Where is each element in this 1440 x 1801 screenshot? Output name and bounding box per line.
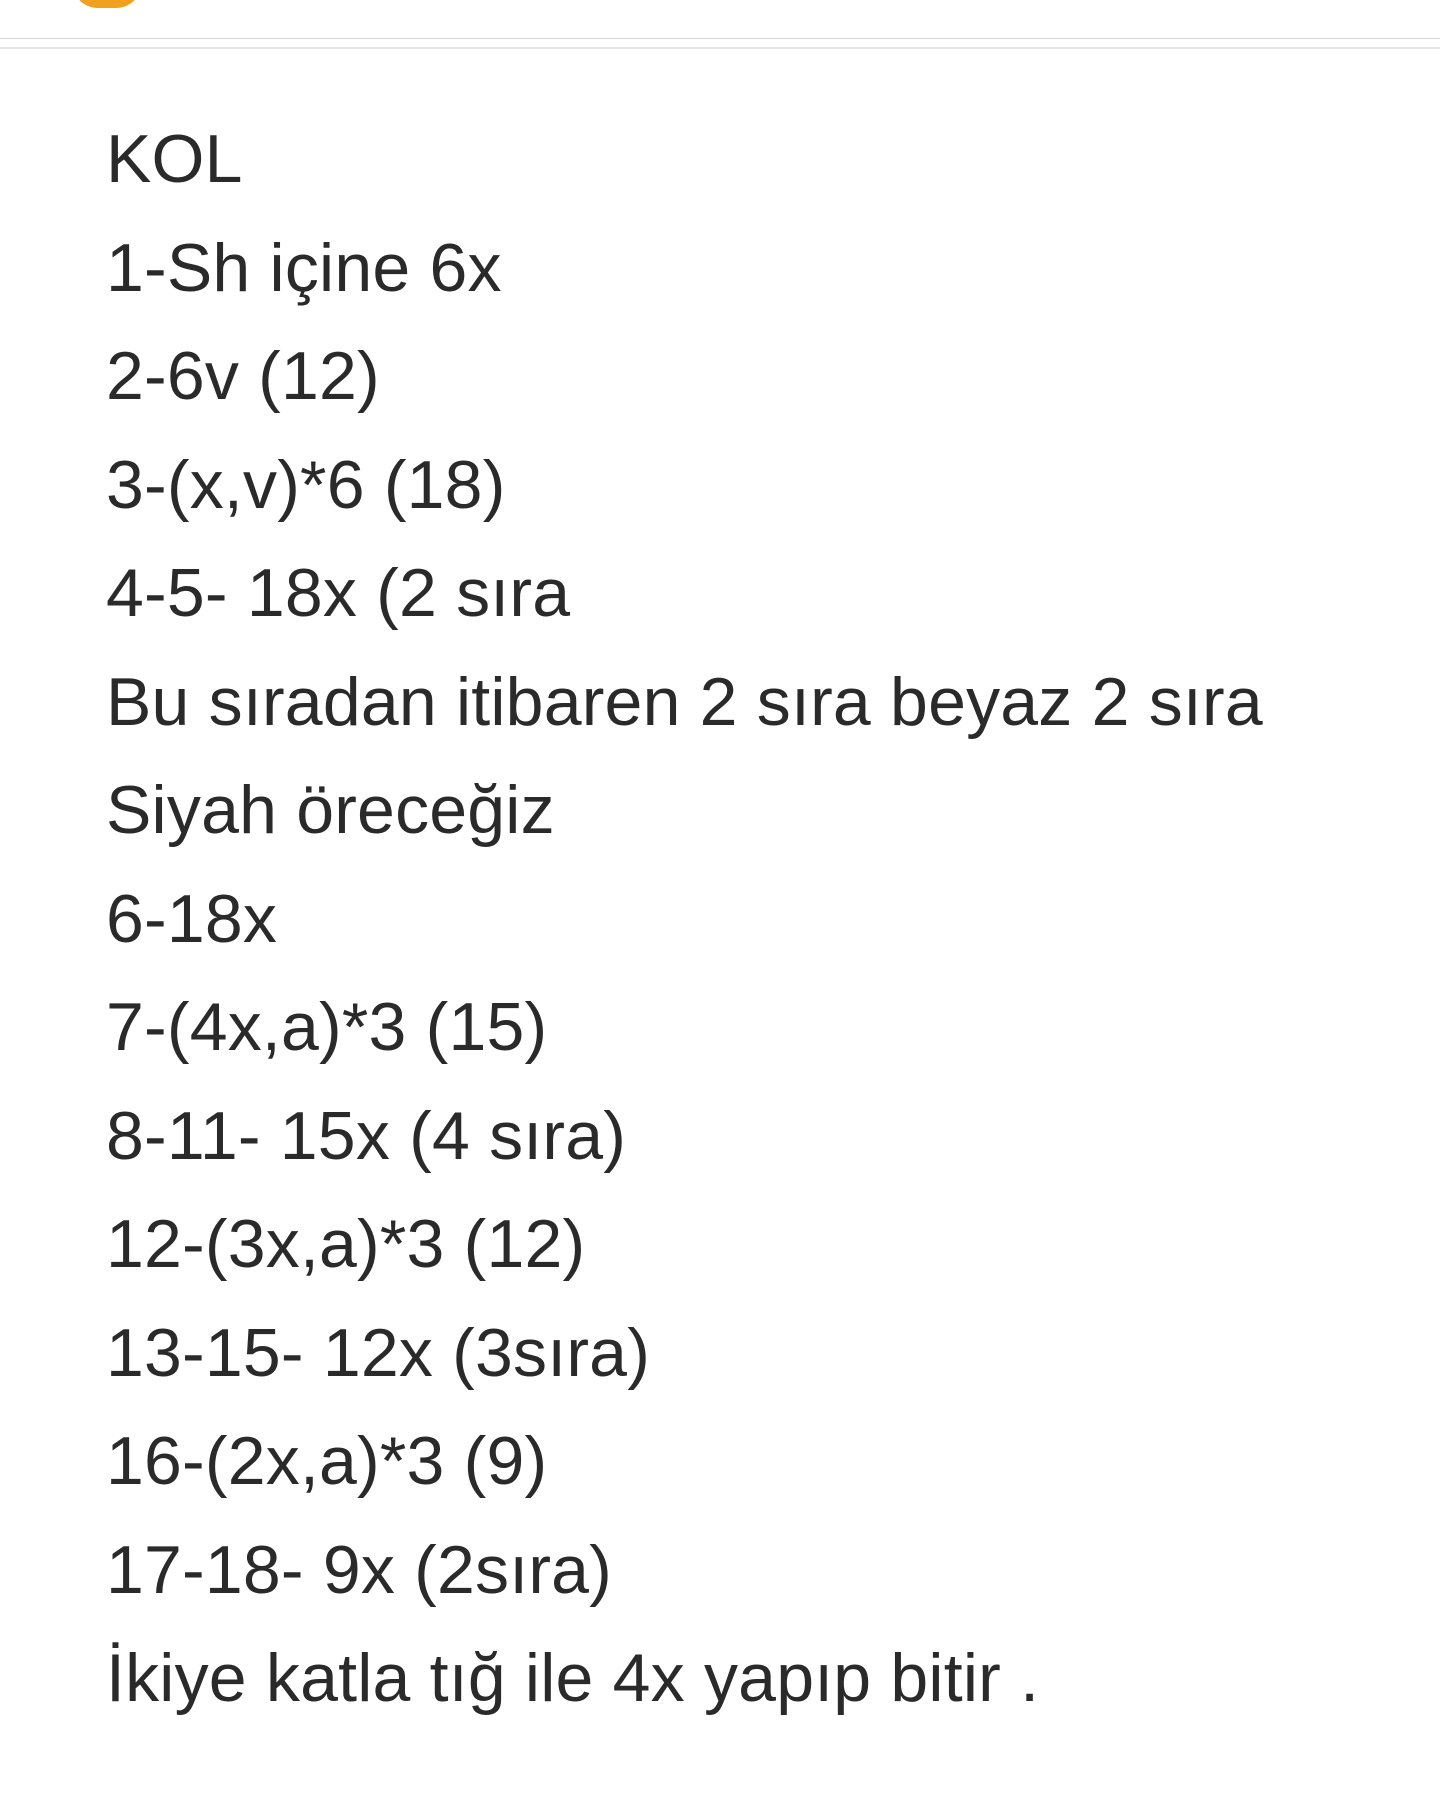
note-text — [106, 105, 1406, 1733]
note-title: KOL — [106, 121, 243, 197]
note-line: 3-(x,v)*6 (18) — [106, 446, 506, 523]
note-line: 17-18- 9x (2sıra) — [106, 1531, 613, 1608]
note-line: 1-Sh içine 6x — [106, 229, 502, 306]
note-line: İkiye katla tığ ile 4x yapıp bitir . — [106, 1640, 1040, 1716]
note-line: 8-11- 15x (4 sıra) — [106, 1097, 627, 1174]
divider — [0, 47, 1440, 49]
note-line: 2-6v (12) — [106, 338, 380, 414]
note-line: 7-(4x,a)*3 (15) — [106, 989, 548, 1065]
note-line: 4-5- 18x (2 sıra — [106, 555, 571, 631]
avatar — [72, 0, 142, 8]
note-line: 6-18x — [106, 880, 278, 957]
note-line: 12-(3x,a)*3 (12) — [106, 1206, 586, 1282]
note-line: Siyah öreceğiz — [106, 772, 555, 848]
note-line: 16-(2x,a)*3 (9) — [106, 1423, 548, 1499]
note-line: Bu sıradan itibaren 2 sıra beyaz 2 sıra — [106, 663, 1263, 740]
divider — [0, 38, 1440, 39]
note-line: 13-15- 12x (3sıra) — [106, 1314, 651, 1391]
